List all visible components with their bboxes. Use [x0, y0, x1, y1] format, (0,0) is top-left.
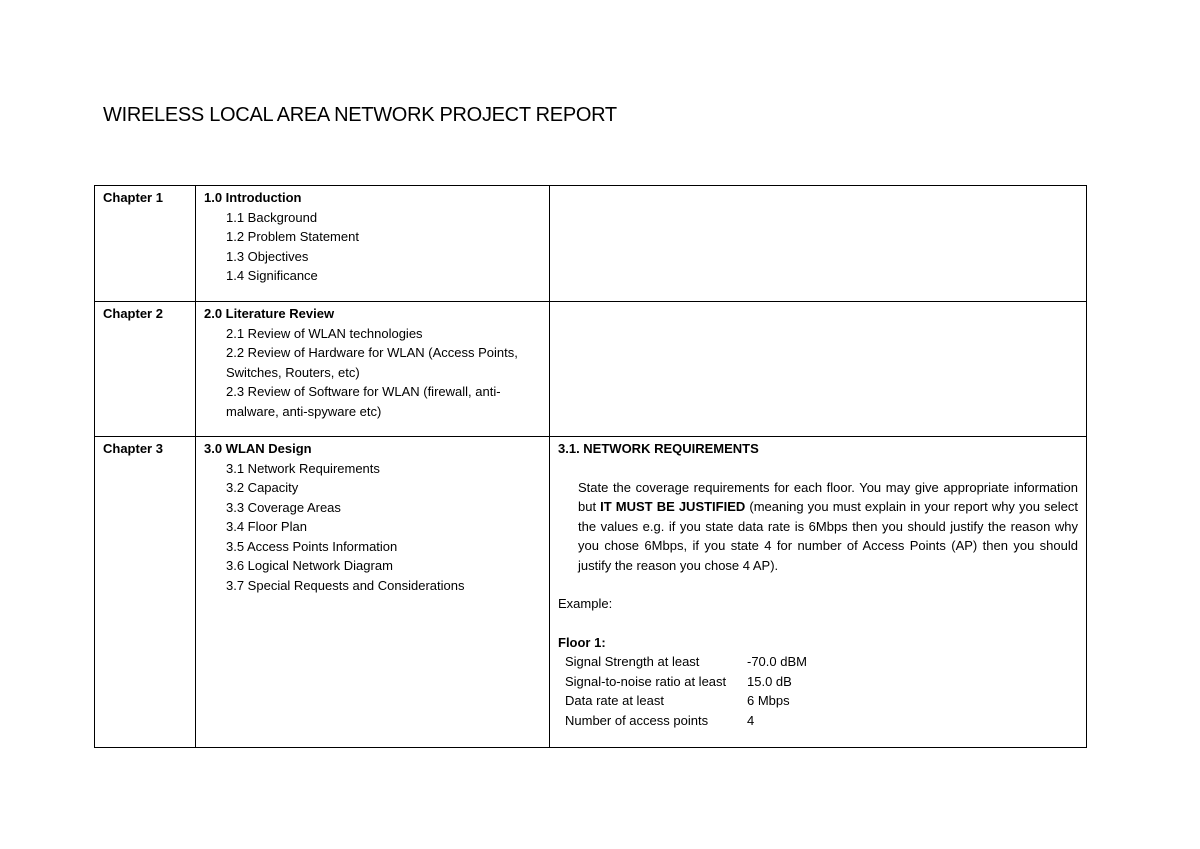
network-requirements-cell	[550, 437, 1087, 748]
floor-label: Floor 1:	[558, 634, 606, 650]
parameter-row	[565, 672, 1078, 692]
section-heading: 2.0 Literature Review	[204, 306, 335, 321]
floor-parameters	[565, 652, 1078, 730]
chapter-label: Chapter 3	[103, 441, 163, 456]
chapter-label: Chapter 2	[103, 306, 163, 321]
chapter-label-cell	[95, 437, 196, 748]
parameter-value: 15.0 dB	[747, 673, 792, 689]
page-title: WIRELESS LOCAL AREA NETWORK PROJECT REPORT	[103, 104, 617, 126]
parameter-label: Number of access points	[565, 712, 709, 728]
parameter-value: 4	[747, 712, 755, 728]
subsection-item: 1.2 Problem Statement	[226, 229, 359, 244]
requirements-text-end: (meaning you must explain in your report why you select the values e.g. if you state data rate is 6Mbps then you should justify the reason why you chose 6Mbps, if you state 4 for number of Access Points (AP) then you should justify the reason you chose 4 AP).	[578, 499, 1079, 573]
requirements-heading: 3.1. NETWORK REQUIREMENTS	[558, 441, 759, 456]
subsection-item: 1.1 Background	[226, 209, 318, 225]
parameter-label: Signal-to-noise ratio at least	[565, 673, 727, 689]
subsection-item: 3.7 Special Requests and Considerations	[226, 577, 465, 593]
parameter-row	[565, 711, 1078, 731]
example-label: Example:	[558, 596, 613, 611]
chapter-label-cell	[95, 186, 196, 302]
section-heading: 1.0 Introduction	[204, 190, 302, 205]
table-row	[95, 186, 1087, 302]
notes-cell	[550, 186, 1087, 302]
subsection-item: 3.5 Access Points Information	[226, 538, 398, 554]
subsection-item: 2.1 Review of WLAN technologies	[226, 325, 423, 341]
requirements-text-start: State the coverage requirements for each floor. You may give appropriate information but	[578, 479, 1078, 514]
subsection-item: 3.6 Logical Network Diagram	[226, 558, 393, 573]
parameter-label: Data rate at least	[565, 693, 664, 708]
subsection-item: 2.2 Review of Hardware for WLAN (Access Points, Switches, Routers, etc)	[226, 345, 518, 380]
requirements-emphasis: IT MUST BE JUSTIFIED	[600, 499, 746, 514]
subsection-item: 3.3 Coverage Areas	[226, 499, 341, 515]
subsection-item: 3.1 Network Requirements	[226, 460, 380, 476]
chapter-contents-cell	[196, 186, 550, 302]
subsection-item: 2.3 Review of Software for WLAN (firewall, anti-malware, anti-spyware etc)	[226, 384, 501, 419]
notes-cell	[550, 302, 1087, 437]
parameter-row	[565, 652, 1078, 672]
subsection-item: 1.4 Significance	[226, 268, 318, 283]
chapter-contents-cell	[196, 437, 550, 748]
table-row	[95, 302, 1087, 437]
section-heading: 3.0 WLAN Design	[204, 441, 312, 456]
report-outline-table	[94, 185, 1087, 748]
parameter-value: 6 Mbps	[747, 693, 790, 708]
subsection-item: 3.4 Floor Plan	[226, 519, 307, 534]
parameter-value: -70.0 dBM	[747, 654, 807, 669]
parameter-row	[565, 691, 1078, 711]
chapter-label: Chapter 1	[103, 190, 163, 205]
subsection-item: 1.3 Objectives	[226, 248, 309, 264]
table-row	[95, 437, 1087, 748]
requirements-paragraph	[558, 478, 1078, 576]
subsection-item: 3.2 Capacity	[226, 480, 299, 495]
chapter-contents-cell	[196, 302, 550, 437]
chapter-label-cell	[95, 302, 196, 437]
parameter-label: Signal Strength at least	[565, 654, 700, 669]
